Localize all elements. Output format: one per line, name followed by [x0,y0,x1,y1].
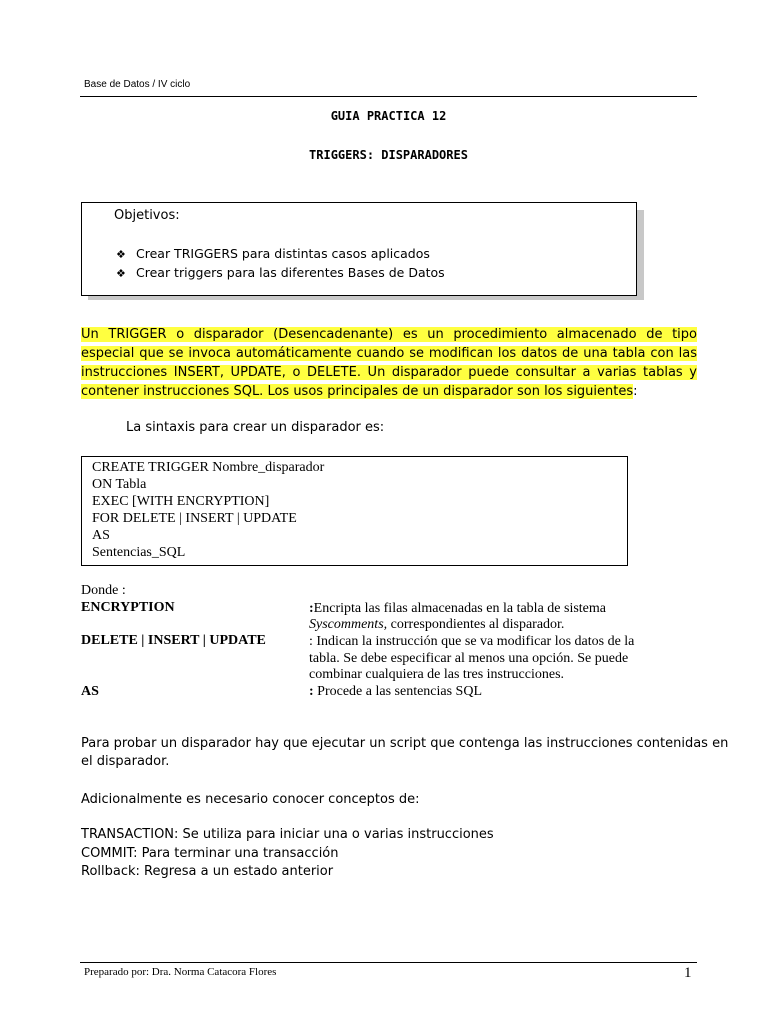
code-line: EXEC [WITH ENCRYPTION] [92,494,270,509]
objective-item [116,246,430,261]
definition-desc-encryption [309,601,606,617]
definition-term-encryption: ENCRYPTION [81,600,175,615]
intro-line [81,344,697,363]
objectives-heading: Objetivos: [114,208,180,223]
diamond-bullet-icon: ❖ [116,267,126,280]
intro-highlight: instrucciones INSERT, UPDATE, o DELETE. Un disparador puede consultar a varias tablas y [81,365,697,380]
syscomments-term: Syscomments, [309,617,388,632]
definition-text: Procede a las sentencias SQL [313,684,483,699]
diamond-bullet-icon: ❖ [116,248,126,261]
definition-desc-as [309,684,482,700]
definition-colon: : [309,684,314,699]
intro-line [81,363,697,382]
concept-line: COMMIT: Para terminar una transacción [81,846,339,861]
code-line: Sentencias_SQL [92,545,186,560]
intro-highlight: contener instrucciones SQL. Los usos principales de un disparador son los siguientes [81,384,634,399]
definition-desc-operations: : Indican la instrucción que se va modificar los datos de la [309,634,635,649]
paragraph-line: Adicionalmente es necesario conocer conceptos de: [81,792,420,807]
code-line: FOR DELETE | INSERT | UPDATE [92,511,297,526]
intro-line [81,325,697,344]
intro-highlight: Un TRIGGER o disparador (Desencadenante) es un procedimiento almacenado de tipo [81,327,697,342]
page-number: 1 [684,965,692,981]
syntax-label: La sintaxis para crear un disparador es: [126,420,385,435]
objective-text: Crear TRIGGERS para distintas casos aplicados [136,246,430,261]
footer-text: Preparado por: Dra. Norma Catacora Flores [84,966,277,978]
definition-term-as: AS [81,684,99,699]
code-line: ON Tabla [92,477,147,492]
footer-rule [80,962,697,963]
definition-desc-operations: combinar cualquiera de las tres instrucciones. [309,667,565,682]
header-text: Base de Datos / IV ciclo [84,79,191,90]
document-subtitle: TRIGGERS: DISPARADORES [309,148,468,162]
paragraph-line: Para probar un disparador hay que ejecutar un script que contenga las instrucciones contenidas en [81,736,729,751]
intro-trailing-colon: : [633,384,638,399]
objective-text: Crear triggers para las diferentes Bases de Datos [136,265,445,280]
code-line: CREATE TRIGGER Nombre_disparador [92,460,325,475]
definition-text: correspondientes al disparador. [387,617,565,632]
paragraph-line: el disparador. [81,754,170,769]
definition-text: Encripta las filas almacenadas en la tabla de sistema [313,601,606,616]
concept-line: Rollback: Regresa a un estado anterior [81,864,334,879]
definition-desc-encryption-cont [309,617,564,633]
code-line: AS [92,528,110,543]
document-title: GUIA PRACTICA 12 [330,109,447,123]
concept-line: TRANSACTION: Se utiliza para iniciar una o varias instrucciones [81,827,494,842]
intro-highlight: especial que se invoca automáticamente cuando se modifican los datos de una tabla con las [81,346,697,361]
header-rule [80,96,697,97]
definition-colon: : [309,601,314,616]
objective-item [116,265,445,280]
definition-term-operations: DELETE | INSERT | UPDATE [81,633,266,648]
definitions-label: Donde : [81,583,126,598]
intro-line [81,382,697,401]
definition-desc-operations: tabla. Se debe especificar al menos una opción. Se puede [309,651,629,666]
